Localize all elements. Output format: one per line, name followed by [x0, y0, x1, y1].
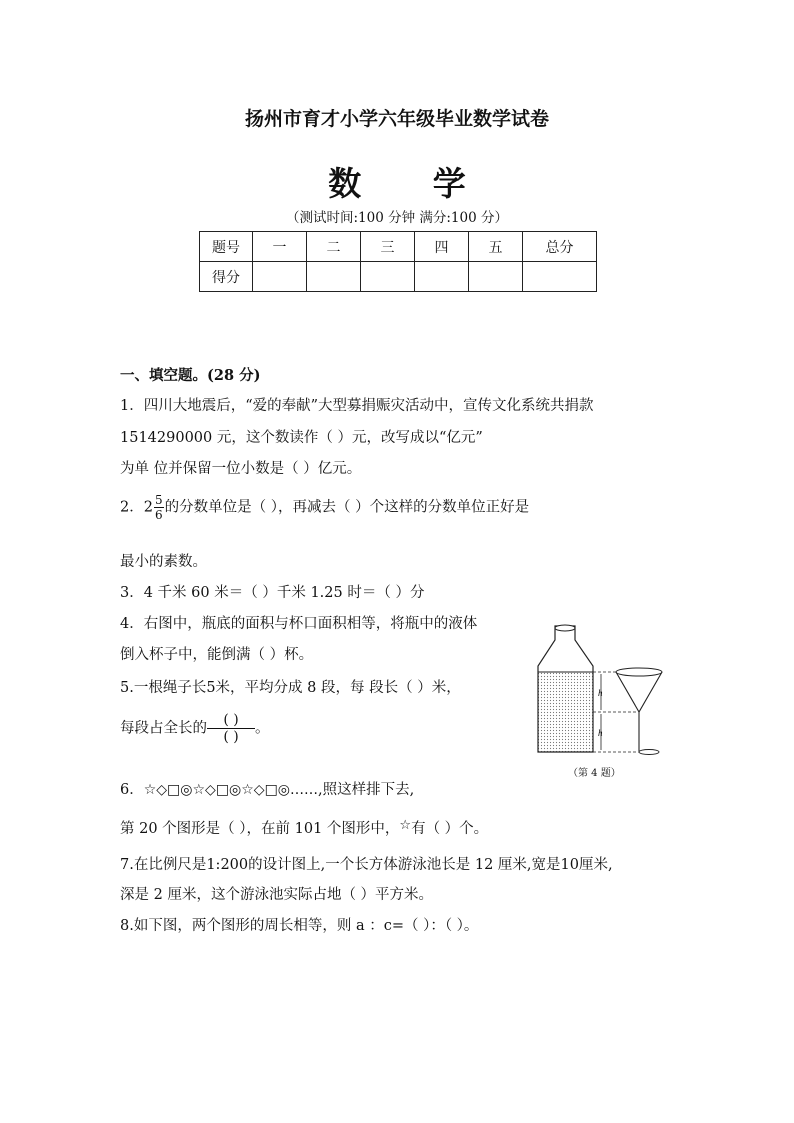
document-title: 扬州市育才小学六年级毕业数学试卷 [244, 108, 549, 130]
score-cell: 一 [253, 232, 307, 262]
score-cell: 总分 [523, 232, 597, 262]
exam-info: （测试时间:100 分钟 满分:100 分） [285, 210, 508, 226]
score-table-score-row [200, 262, 597, 292]
score-cell: 得分 [200, 262, 253, 292]
figure-caption: （第 4 题） [568, 768, 621, 779]
q5-fraction [207, 712, 255, 745]
q4-line1: 4．右图中，瓶底的面积与杯口面积相等，将瓶中的液体 [120, 616, 478, 632]
q5-line2 [120, 712, 270, 745]
score-cell: 四 [415, 232, 469, 262]
score-cell: 五 [469, 232, 523, 262]
q3-line: 3．4 千米 60 米＝（ ）千米 1.25 时＝（ ）分 [120, 585, 425, 601]
q1-line1: 1．四川大地震后，“爱的奉献”大型募捐赈灾活动中，宣传文化系统共捐款 [120, 398, 594, 414]
q6-suffix: ,照这样排下去, [318, 782, 415, 798]
score-input-cell[interactable] [415, 262, 469, 292]
q2-line2: 最小的素数。 [120, 554, 207, 570]
q2-rest: 的分数单位是（ ），再减去（ ）个这样的分数单位正好是 [164, 499, 530, 516]
glass-rim [616, 668, 662, 676]
q2-fraction [154, 493, 164, 522]
score-input-cell[interactable] [253, 262, 307, 292]
glass-bowl [616, 672, 662, 712]
q6-line2-a: 第 20 个图形是（ ），在前 101 个图形中， [120, 821, 400, 837]
score-input-cell[interactable] [523, 262, 597, 292]
score-table-header-row [200, 232, 597, 262]
score-cell: 三 [361, 232, 415, 262]
q5-line1: 5.一根绳子长5米，平均分成 8 段，每 段长（ ）米， [120, 680, 461, 696]
bottle-glass-figure [531, 624, 667, 760]
q5-suffix: 。 [255, 720, 270, 737]
q4-line2: 倒入杯子中，能倒满（ ）杯。 [120, 647, 314, 663]
q6-pattern: ☆◇□◎☆◇□◎☆◇□◎…… [143, 782, 319, 798]
glass-base [639, 750, 659, 755]
score-input-cell[interactable] [469, 262, 523, 292]
score-cell: 题号 [200, 232, 253, 262]
score-cell: 二 [307, 232, 361, 262]
q8-line: 8.如下图，两个图形的周长相等，则 a ：c=（ ）：（ ）。 [120, 918, 479, 934]
q5-fraction-num: ( ) [207, 712, 255, 729]
q5-fraction-den: ( ) [223, 729, 239, 745]
section-heading: 一、填空题。(28 分) [120, 367, 261, 384]
bottle-liquid [538, 672, 593, 752]
q6-line2-b: 有（ ）个。 [411, 821, 489, 837]
q2-prefix: 2． [120, 499, 144, 516]
bottle-mouth [555, 625, 575, 631]
q1-line2: 1514290000 元，这个数读作（ ）元，改写成以“亿元” [120, 430, 483, 446]
subject-heading: 数 学 [328, 164, 496, 203]
q7-line1: 7.在比例尺是1:200的设计图上,一个长方体游泳池长是 12 厘米,宽是10厘米, [120, 857, 613, 873]
height-label-top: h [598, 688, 603, 698]
score-input-cell[interactable] [307, 262, 361, 292]
q5-prefix: 每段占全长的 [120, 720, 207, 737]
q2-line1 [120, 493, 529, 522]
q1-line3: 为单 位并保留一位小数是（ ）亿元。 [120, 461, 362, 477]
q2-fraction-den: 6 [154, 508, 163, 522]
q2-whole: 2 [143, 499, 153, 516]
q7-line2: 深是 2 厘米，这个游泳池实际占地（ ）平方米。 [120, 887, 434, 903]
q6-line1 [120, 778, 414, 799]
score-input-cell[interactable] [361, 262, 415, 292]
q2-fraction-num: 5 [154, 493, 163, 507]
q6-line2 [120, 817, 488, 838]
height-label-bottom: h [598, 728, 603, 738]
star-icon: ☆ [399, 818, 412, 833]
q6-prefix: 6． [120, 782, 144, 798]
score-table [199, 231, 597, 292]
